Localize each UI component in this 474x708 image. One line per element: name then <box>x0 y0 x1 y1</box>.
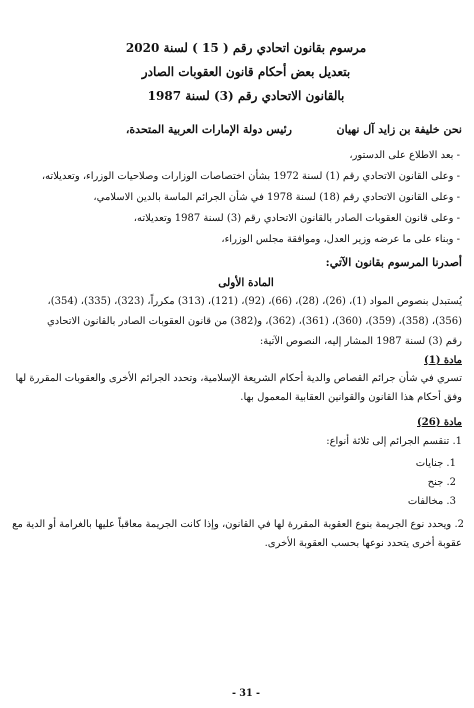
article-text-line: رقم (3) لسنة 1987 المشار إليه، النصوص الآتية: <box>259 336 462 347</box>
section-text-line: تسري في شأن جرائم القصاص والدية أحكام الشريعة الإسلامية، وتحدد الجرائم الأخرى والعقوبات المقررة لها <box>15 373 462 384</box>
preamble-item: - وعلى قانون العقوبات الصادر بالقانون الاتحادي رقم (3) لسنة 1987 وتعديلاته، <box>133 213 460 224</box>
section-text-line: وفق أحكام هذا القانون والقوانين العقابية المعمول بها. <box>240 392 462 403</box>
section-heading: مادة (26) <box>417 417 462 428</box>
preamble-item: - وعلى القانون الاتحادي رقم (1) لسنة 1972 بشأن اختصاصات الوزارات وصلاحيات الوزراء، وتعديلاته، <box>41 171 460 182</box>
issuer-name: نحن خليفة بن زايد آل نهيان <box>336 123 462 136</box>
issuer-title: رئيس دولة الإمارات العربية المتحدة، <box>125 123 292 136</box>
section-text-line: عقوبة أخرى يتحدد نوعها بحسب العقوبة الأخرى. <box>264 538 462 549</box>
article-text-line: (356)، (358)، (359)، (360)، (361)، (362)، و(382) من قانون العقوبات الصادر بالقانون الاتحادي <box>46 316 462 327</box>
list-item: 3. مخالفات <box>407 496 456 507</box>
article-text-line: يُستبدل بنصوص المواد (1)، (26)، (28)، (66)، (92)، (121)، (313) مكرراً، (323)، (335)، (354)، <box>47 296 462 307</box>
list-item: 2. جنح <box>427 477 456 488</box>
decree-title-line-3: بالقانون الاتحادي رقم (3) لسنة 1987 <box>147 88 345 103</box>
list-item: 1. جنايات <box>415 458 456 469</box>
decree-title-line-2: بتعديل بعض أحكام قانون العقوبات الصادر <box>141 64 351 79</box>
decree-heading: أصدرنا المرسوم بقانون الآتي: <box>325 256 462 269</box>
section-text-line: 2. ويحدد نوع الجريمة بنوع العقوبة المقررة لها في القانون، وإذا كانت الجريمة معاقباً عليها بالغرامة أو الدية مع <box>12 519 464 530</box>
article-heading: المادة الأولى <box>218 276 274 289</box>
decree-title-line-1: مرسوم بقانون اتحادي رقم ( 15 ) لسنة 2020 <box>125 40 367 55</box>
section-heading: مادة (1) <box>423 355 462 366</box>
preamble-item: - وعلى القانون الاتحادي رقم (18) لسنة 1978 في شأن الجرائم الماسة بالدين الاسلامي، <box>93 192 460 203</box>
page-number: - 31 - <box>231 688 261 699</box>
preamble-item: - بعد الاطلاع على الدستور، <box>349 150 460 161</box>
preamble-item: - وبناء على ما عرضه وزير العدل، وموافقة مجلس الوزراء، <box>221 234 460 245</box>
section-text-line: 1. تنقسم الجرائم إلى ثلاثة أنواع: <box>326 436 462 447</box>
